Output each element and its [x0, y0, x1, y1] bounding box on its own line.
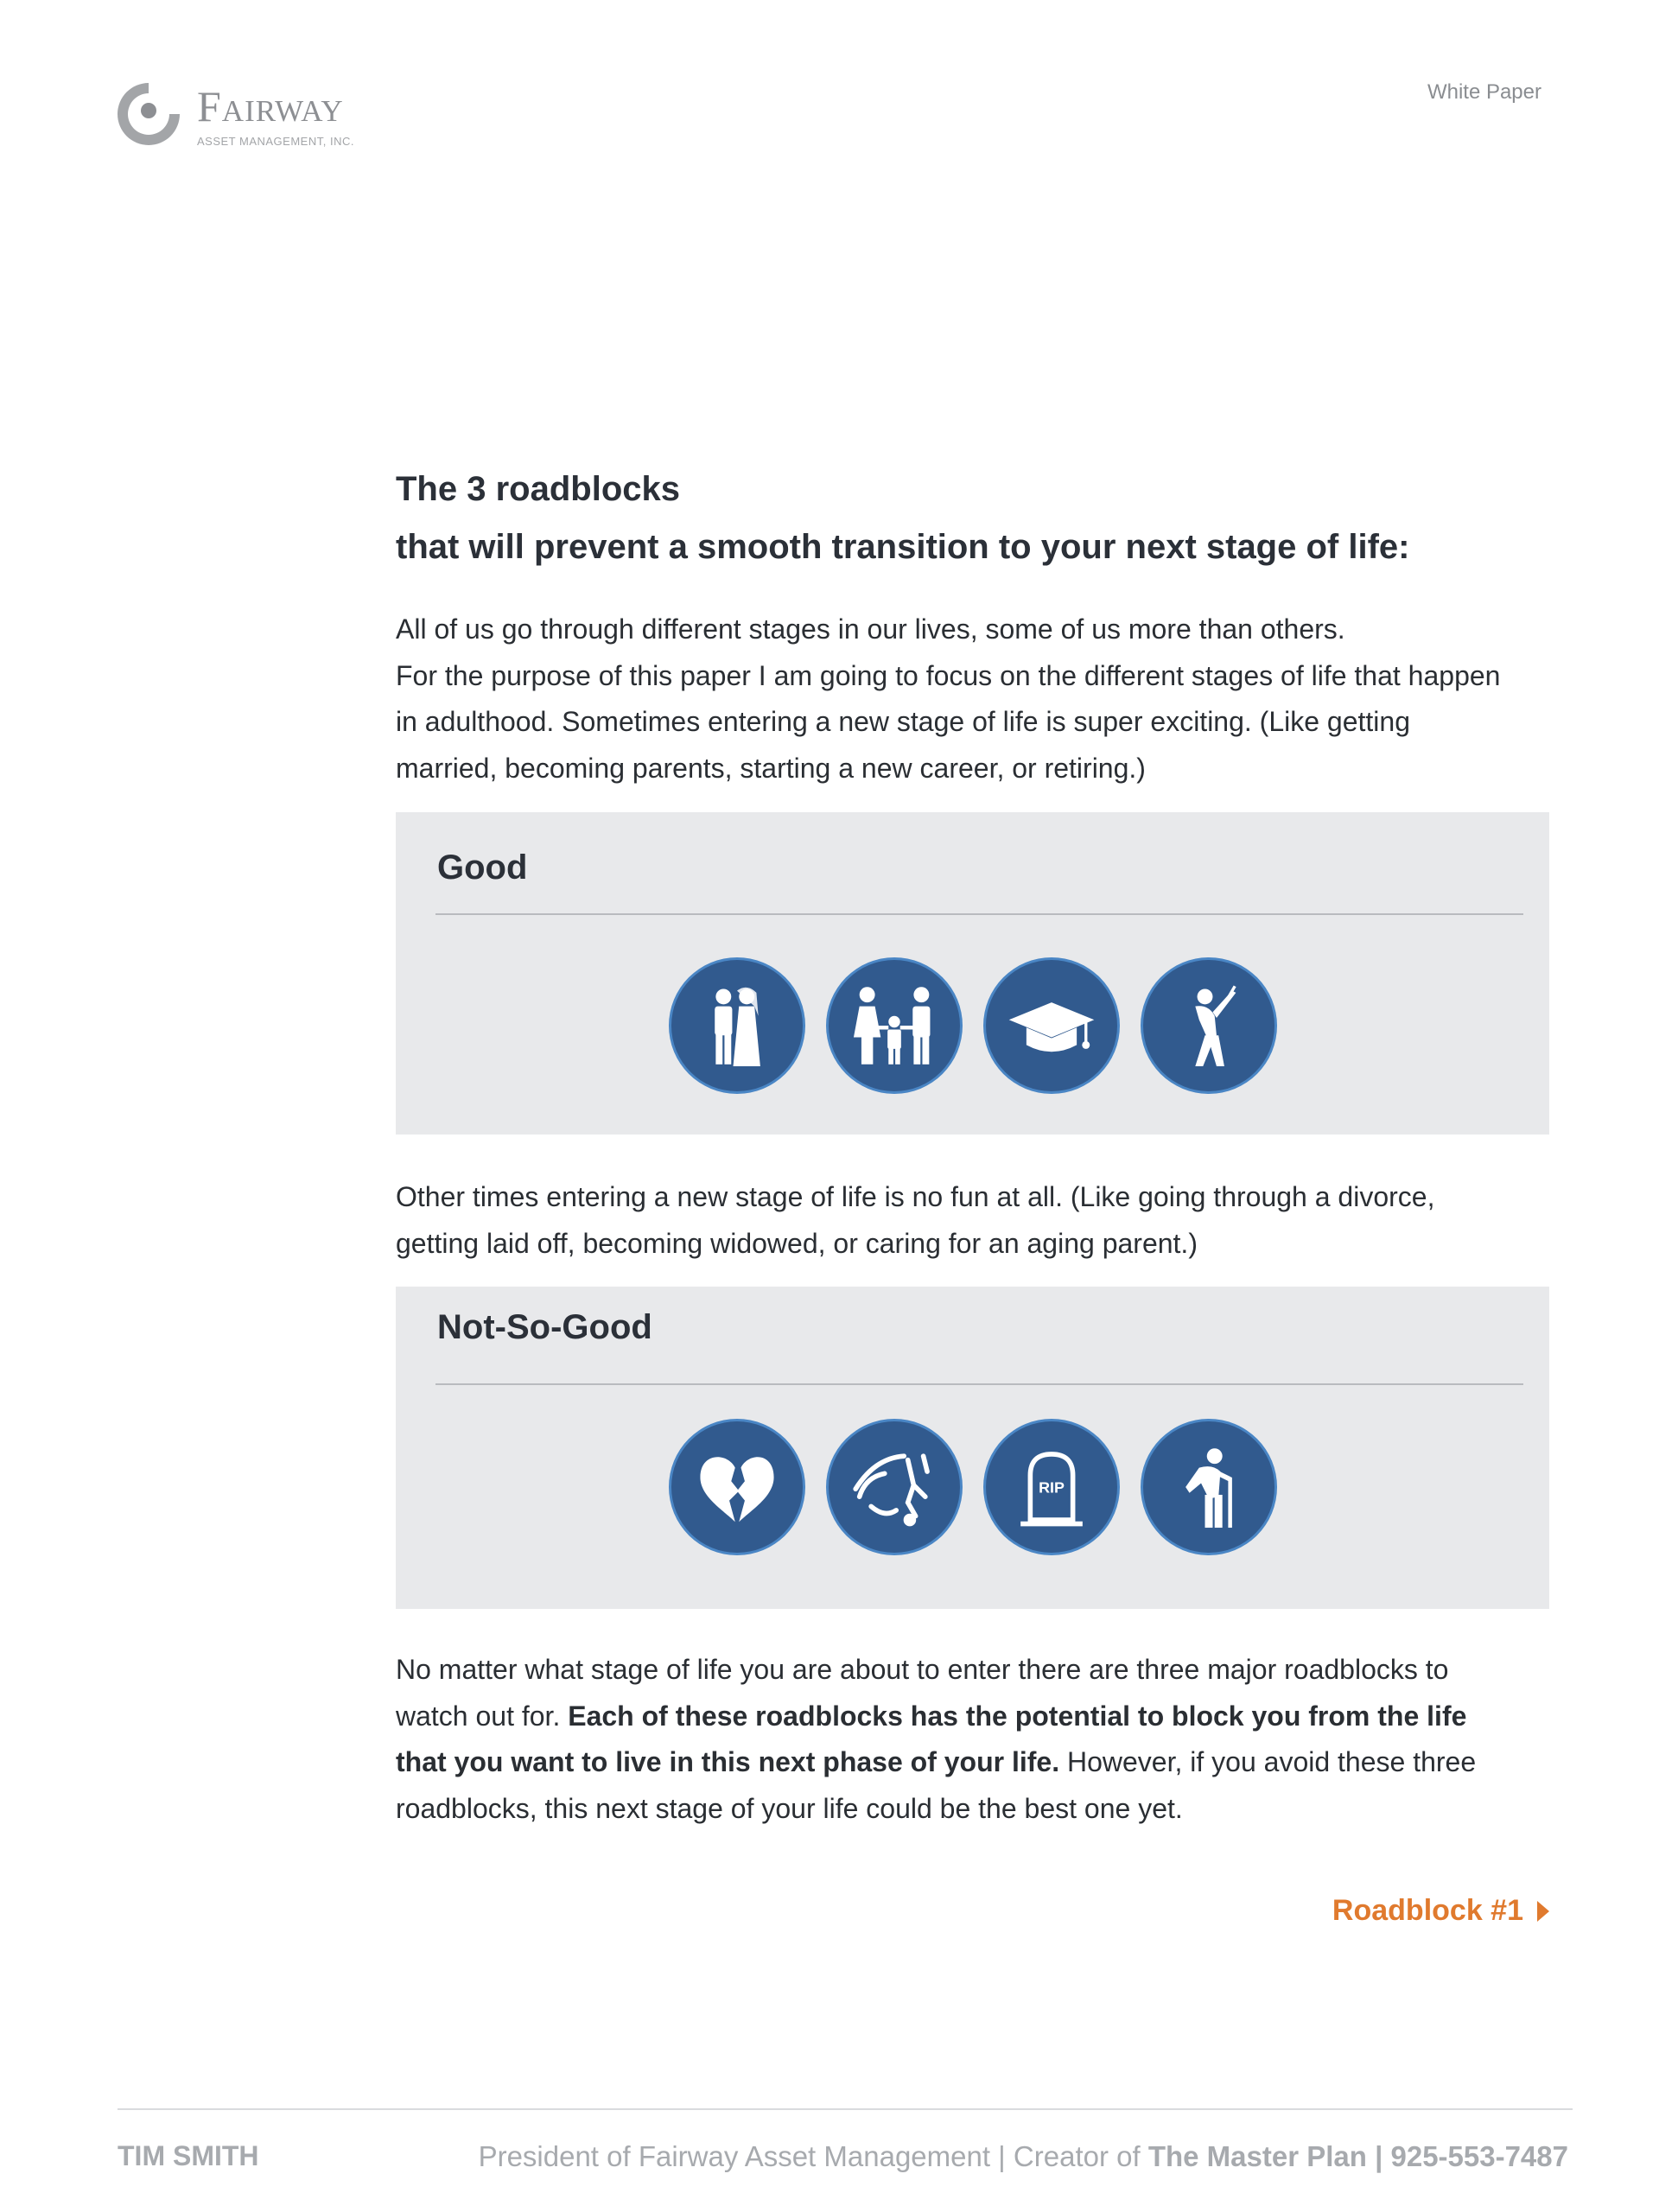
logo-mark-icon — [114, 79, 183, 149]
graduation-cap-icon — [986, 960, 1117, 1091]
broken-heart-icon — [671, 1421, 803, 1553]
family-icon — [829, 960, 960, 1091]
closing-line — [396, 1739, 1549, 1786]
footer-phone: 925-553-7487 — [1390, 2140, 1568, 2172]
elderly-person-icon — [1143, 1421, 1274, 1553]
intro-paragraph — [396, 607, 1549, 791]
arrow-right-icon — [1537, 1901, 1549, 1922]
closing-text: watch out for. — [396, 1700, 569, 1732]
tombstone-text: RIP — [1038, 1478, 1065, 1497]
company-logo — [114, 78, 391, 156]
closing-line — [396, 1694, 1549, 1740]
good-panel-title: Good — [437, 849, 528, 887]
good-icons-row — [396, 960, 1549, 1091]
contrast-line: Other times entering a new stage of life is no fun at all. (Like going through a divorce, — [396, 1181, 1435, 1212]
good-stages-panel — [396, 812, 1549, 1135]
logo-name: Fairway — [197, 82, 344, 130]
not-so-good-icons-row — [396, 1421, 1549, 1553]
intro-line: married, becoming parents, starting a new career, or retiring.) — [396, 752, 1146, 784]
contrast-line: getting laid off, becoming widowed, or caring for an aging parent.) — [396, 1227, 1198, 1259]
document-type-label: White Paper — [1427, 80, 1541, 104]
closing-paragraph — [396, 1647, 1549, 1832]
next-roadblock-link[interactable] — [1332, 1894, 1549, 1928]
intro-line: For the purpose of this paper I am going to focus on the different stages of life that happen — [396, 659, 1501, 691]
tombstone-icon — [986, 1421, 1117, 1553]
intro-line: in adulthood. Sometimes entering a new stage of life is super exciting. (Like getting — [396, 706, 1410, 737]
title-line-2: that will prevent a smooth transition to your next stage of life: — [396, 528, 1410, 566]
footer-separator: | — [1366, 2140, 1391, 2172]
not-so-good-panel-title: Not-So-Good — [437, 1308, 652, 1346]
footer-role: President of Fairway Asset Management | Creator of — [478, 2140, 1148, 2172]
wedding-couple-icon — [671, 960, 803, 1091]
footer-divider — [118, 2108, 1573, 2110]
golfer-icon — [1143, 960, 1274, 1091]
footer-product: The Master Plan — [1147, 2140, 1367, 2172]
falling-person-icon — [829, 1421, 960, 1553]
closing-emphasis: Each of these roadblocks has the potential to block you from the life — [568, 1700, 1467, 1732]
closing-text: However, if you avoid these three — [1059, 1746, 1477, 1777]
logo-subtitle: ASSET MANAGEMENT, INC. — [197, 135, 354, 148]
not-so-good-stages-panel — [396, 1287, 1549, 1609]
divider — [435, 913, 1523, 915]
closing-emphasis: that you want to live in this next phase of your life. — [396, 1746, 1060, 1777]
next-roadblock-label: Roadblock #1 — [1332, 1894, 1523, 1927]
closing-line: roadblocks, this next stage of your life could be the best one yet. — [396, 1792, 1183, 1824]
intro-line: All of us go through different stages in our lives, some of us more than others. — [396, 613, 1345, 645]
divider — [435, 1383, 1523, 1385]
closing-line: No matter what stage of life you are about to enter there are three major roadblocks to — [396, 1654, 1449, 1685]
title-line-1: The 3 roadblocks — [396, 470, 680, 508]
contrast-paragraph — [396, 1174, 1549, 1267]
footer-author-info — [479, 2140, 1568, 2173]
footer-author-name: TIM SMITH — [118, 2140, 259, 2171]
article-body — [396, 462, 1549, 1832]
